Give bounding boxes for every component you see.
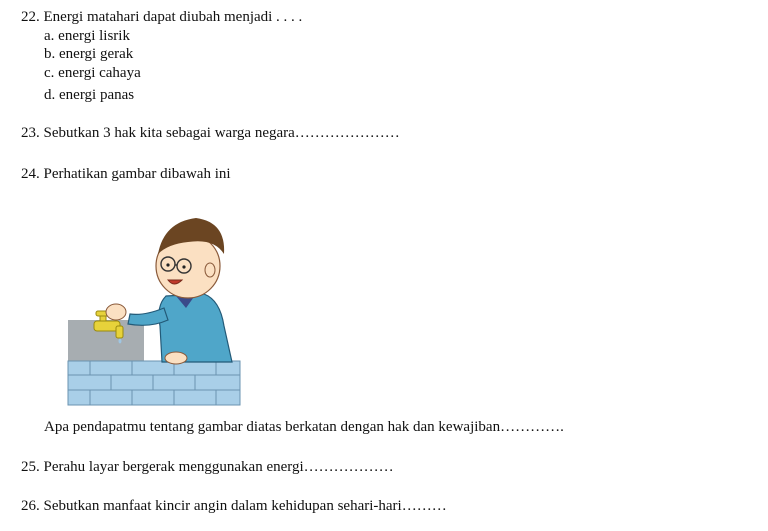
option-b: b. energi gerak <box>44 46 134 62</box>
option-c: c. energi cahaya <box>44 65 141 81</box>
boy-at-faucet-icon <box>64 208 244 408</box>
question-25: 25. Perahu layar bergerak menggunakan energi……………… <box>21 459 394 475</box>
question-22: 22. Energi matahari dapat diubah menjadi . . . . <box>21 9 303 25</box>
option-d: d. energi panas <box>44 87 135 103</box>
question-26: 26. Sebutkan manfaat kincir angin dalam kehidupan sehari-hari……… <box>21 498 447 514</box>
option-a: a. energi lisrik <box>44 28 130 44</box>
question-24: 24. Perhatikan gambar dibawah ini <box>21 166 231 182</box>
question-24-follow-up: Apa pendapatmu tentang gambar diatas berkatan dengan hak dan kewajiban…………. <box>44 419 564 435</box>
question-23: 23. Sebutkan 3 hak kita sebagai warga negara………………… <box>21 125 400 141</box>
